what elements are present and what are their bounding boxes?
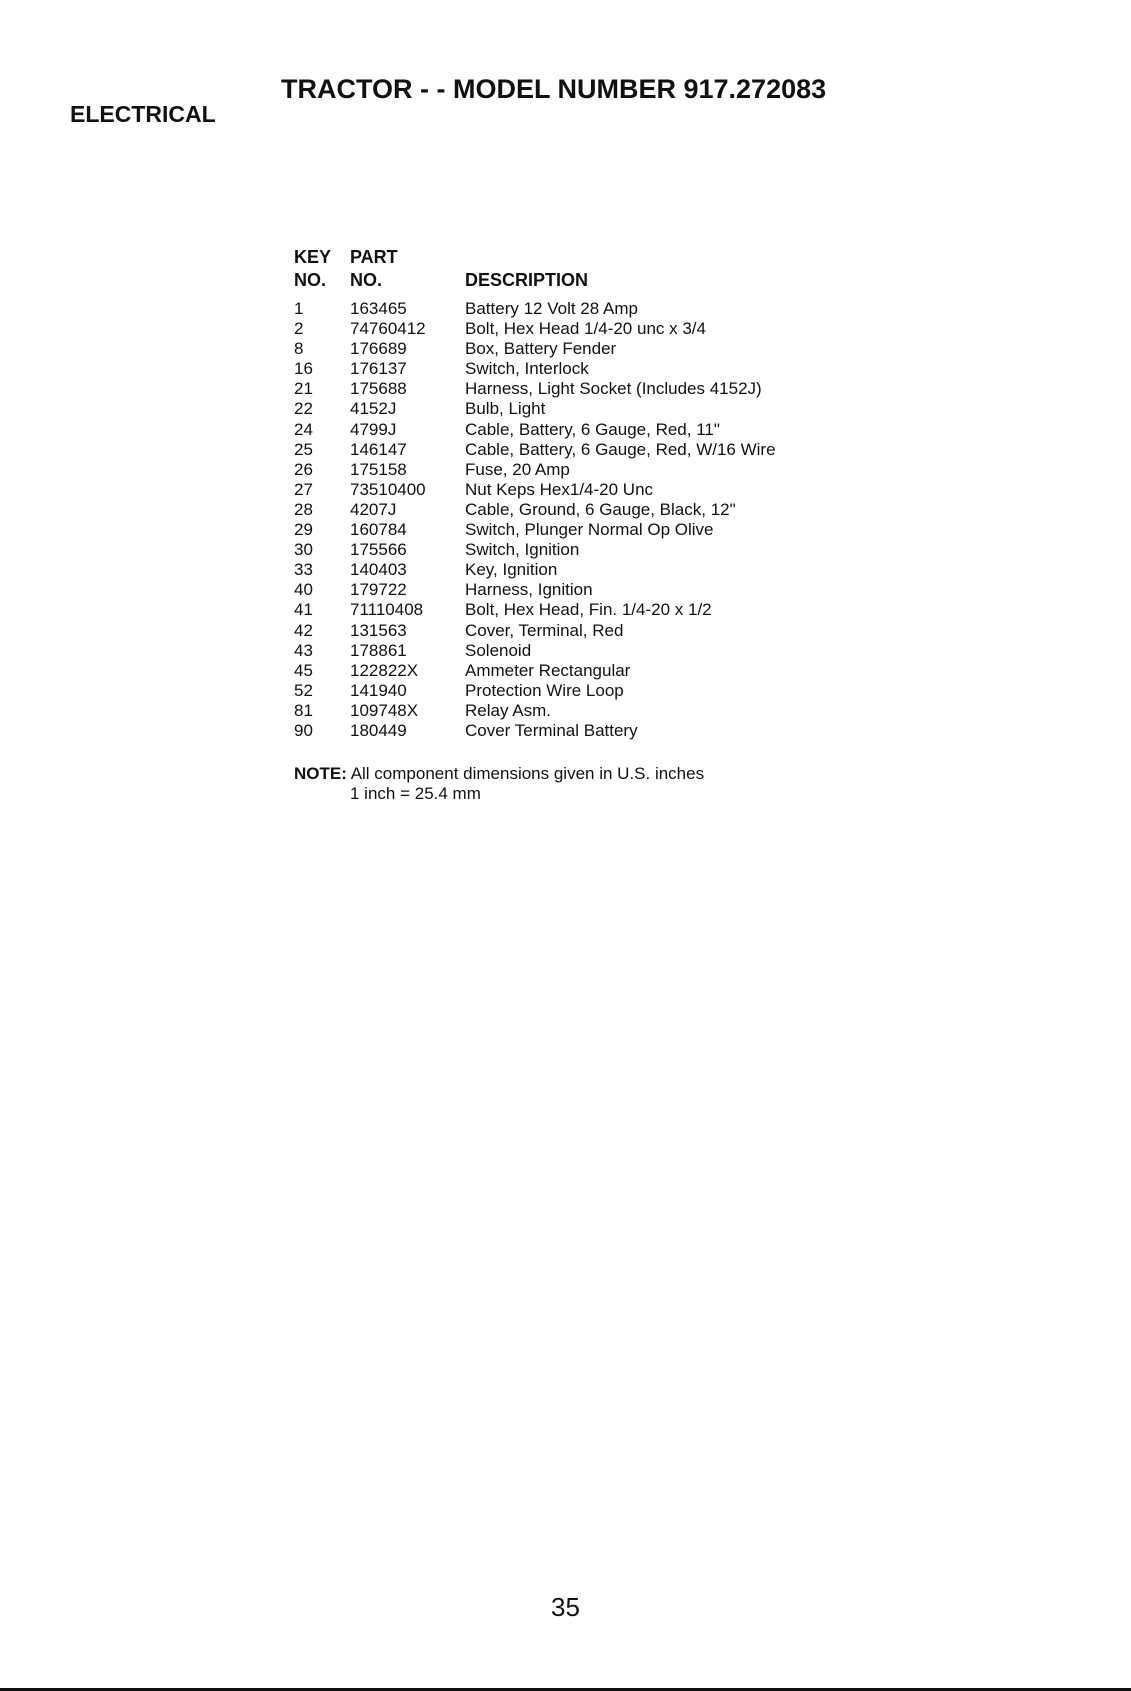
description-cell: Cable, Battery, 6 Gauge, Red, W/16 Wire [465, 439, 776, 459]
description-cell: Switch, Ignition [465, 540, 580, 560]
table-row [294, 580, 845, 600]
table-row [294, 460, 845, 480]
part-header-line2: NO. [350, 270, 383, 290]
key-no-cell: 81 [294, 700, 313, 720]
part-no-cell: 163465 [350, 299, 407, 318]
page-number: 35 [551, 1592, 580, 1622]
key-no-cell: 21 [294, 379, 313, 399]
header-row-1 [294, 246, 845, 269]
table-row [294, 600, 845, 620]
table-row [294, 299, 845, 319]
description-cell: Bolt, Hex Head 1/4-20 unc x 3/4 [465, 319, 706, 339]
description-cell: Switch, Interlock [465, 359, 589, 379]
parts-table-body [294, 299, 845, 741]
description-cell: Key, Ignition [465, 560, 558, 580]
table-row [294, 520, 845, 540]
key-no-cell: 30 [294, 540, 313, 560]
table-row [294, 379, 845, 399]
note [294, 764, 704, 804]
table-row [294, 339, 845, 359]
table-row [294, 560, 845, 580]
part-no-cell: 160784 [350, 520, 407, 540]
key-no-cell: 40 [294, 580, 313, 600]
part-no-cell: 176689 [350, 339, 407, 359]
table-row [294, 681, 845, 701]
part-no-cell: 109748X [350, 700, 419, 720]
part-no-cell: 131563 [350, 620, 407, 640]
key-no-cell: 25 [294, 439, 313, 459]
description-cell: Relay Asm. [465, 700, 551, 720]
description-cell: Nut Keps Hex1/4-20 Unc [465, 479, 654, 499]
table-row [294, 540, 845, 560]
description-cell: Solenoid [465, 640, 532, 660]
description-cell: Harness, Light Socket (Includes 4152J) [465, 379, 762, 399]
description-cell: Switch, Plunger Normal Op Olive [465, 520, 714, 540]
part-no-cell: 141940 [350, 680, 407, 700]
key-header-line1: KEY [294, 247, 332, 267]
description-cell: Cover Terminal Battery [465, 720, 638, 740]
table-row [294, 661, 845, 681]
part-no-cell: 180449 [350, 720, 407, 740]
description-cell: Bolt, Hex Head, Fin. 1/4-20 x 1/2 [465, 600, 712, 620]
part-no-cell: 71110408 [350, 600, 424, 620]
part-no-cell: 175566 [350, 540, 407, 560]
table-row [294, 440, 845, 460]
key-no-cell: 22 [294, 399, 313, 419]
part-no-cell: 175158 [350, 459, 407, 479]
section-title: ELECTRICAL [70, 101, 216, 127]
note-label: NOTE: [294, 764, 347, 783]
key-no-cell: 8 [294, 339, 304, 359]
part-no-cell: 122822X [350, 660, 419, 680]
key-no-cell: 27 [294, 479, 313, 499]
table-row [294, 621, 845, 641]
key-no-cell: 2 [294, 319, 304, 339]
table-row [294, 500, 845, 520]
table-row [294, 701, 845, 721]
key-no-cell: 43 [294, 640, 313, 660]
document-title: TRACTOR - - MODEL NUMBER 917.272083 [281, 74, 827, 104]
description-cell: Harness, Ignition [465, 580, 593, 600]
table-row [294, 420, 845, 440]
description-header-spacer [465, 246, 845, 269]
part-header-line1: PART [350, 247, 398, 267]
header-row-2 [294, 269, 845, 299]
description-cell: Protection Wire Loop [465, 680, 624, 700]
description-cell: Cover, Terminal, Red [465, 620, 624, 640]
table-row [294, 399, 845, 419]
description-cell: Cable, Ground, 6 Gauge, Black, 12" [465, 499, 736, 519]
table-row [294, 359, 845, 379]
part-no-cell: 4207J [350, 499, 397, 519]
part-no-cell: 178861 [350, 640, 407, 660]
key-no-cell: 29 [294, 520, 313, 540]
key-no-cell: 42 [294, 620, 313, 640]
key-no-cell: 90 [294, 720, 313, 740]
table-row [294, 721, 845, 741]
description-cell: Cable, Battery, 6 Gauge, Red, 11" [465, 419, 720, 439]
key-no-cell: 24 [294, 419, 313, 439]
key-header-line2: NO. [294, 270, 327, 290]
description-cell: Fuse, 20 Amp [465, 459, 570, 479]
note-conversion: 1 inch = 25.4 mm [350, 784, 481, 803]
key-no-cell: 28 [294, 499, 313, 519]
description-cell: Battery 12 Volt 28 Amp [465, 299, 638, 318]
key-no-cell: 33 [294, 560, 313, 580]
part-no-cell: 73510400 [350, 479, 426, 499]
part-no-cell: 140403 [350, 560, 407, 580]
part-no-cell: 146147 [350, 439, 407, 459]
part-no-cell: 179722 [350, 580, 407, 600]
table-row [294, 480, 845, 500]
note-text: All component dimensions given in U.S. inches [350, 764, 705, 783]
key-no-cell: 45 [294, 660, 313, 680]
part-no-cell: 74760412 [350, 319, 426, 339]
parts-table [294, 246, 845, 741]
key-no-cell: 52 [294, 680, 313, 700]
description-cell: Box, Battery Fender [465, 339, 617, 359]
description-cell: Bulb, Light [465, 399, 546, 419]
key-no-cell: 41 [294, 600, 313, 620]
key-no-cell: 26 [294, 459, 313, 479]
part-no-cell: 176137 [350, 359, 407, 379]
part-no-cell: 175688 [350, 379, 407, 399]
key-no-cell: 1 [294, 299, 304, 318]
description-cell: Ammeter Rectangular [465, 660, 631, 680]
key-no-cell: 16 [294, 359, 313, 379]
part-no-cell: 4799J [350, 419, 397, 439]
description-header: DESCRIPTION [465, 270, 589, 290]
parts-table-header [294, 246, 845, 299]
table-row [294, 319, 845, 339]
table-row [294, 641, 845, 661]
part-no-cell: 4152J [350, 399, 397, 419]
